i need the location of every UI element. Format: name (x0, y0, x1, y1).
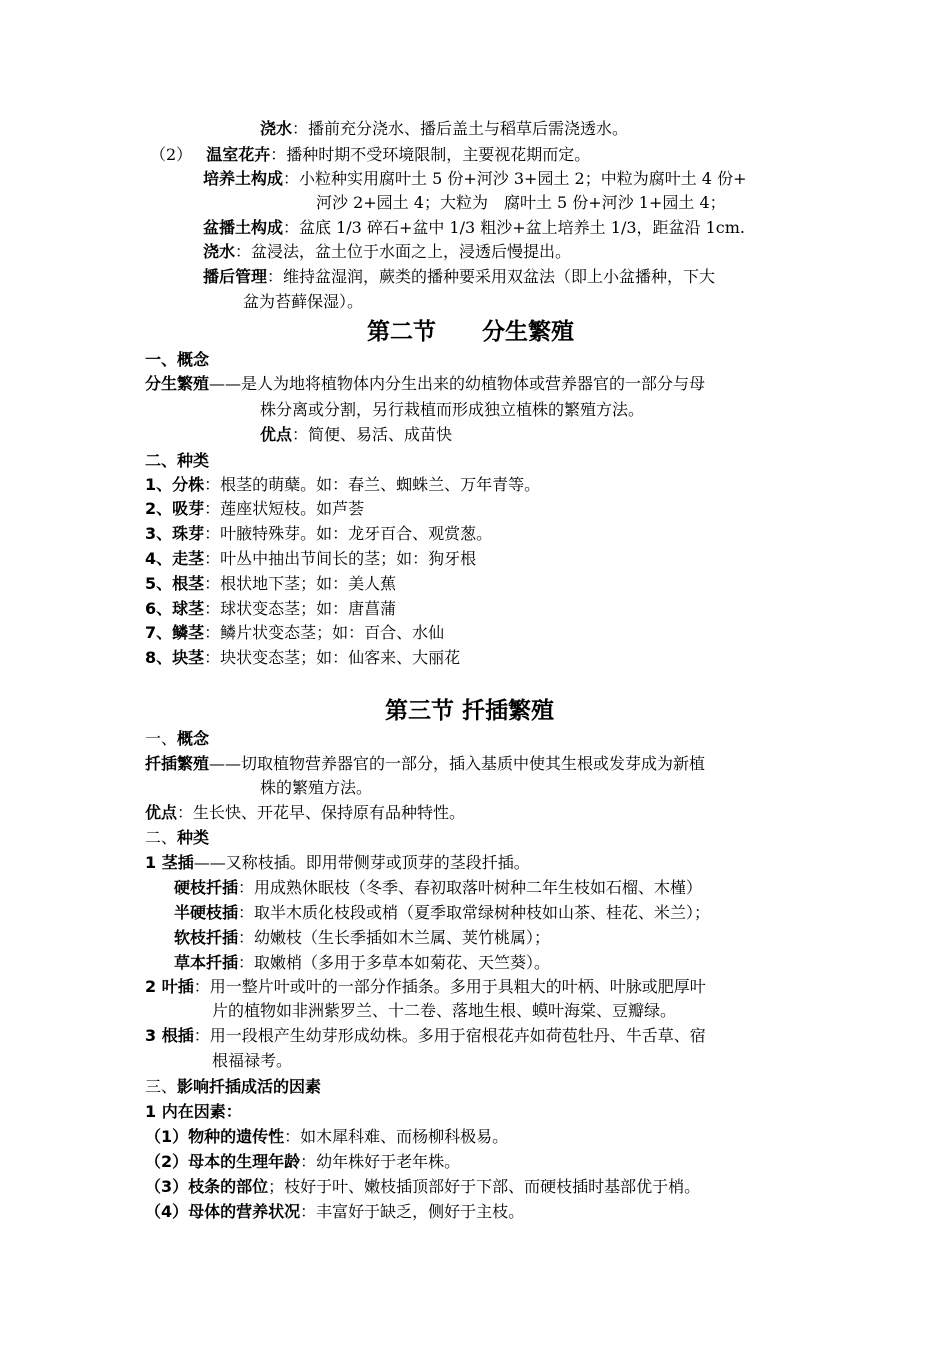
desc: ：用成熟休眠枝（冬季、春初取落叶树种二年生枝如石榴、木槿） (238, 878, 703, 897)
text-line (145, 499, 364, 519)
term: 2、吸芽 (145, 499, 205, 518)
text-line (145, 1152, 460, 1172)
term: 二、种类 (145, 451, 210, 470)
desc: ：如木犀科难、而杨柳科极易。 (284, 1127, 509, 1146)
term: 优点 (260, 425, 293, 444)
item-prefix: （2） (150, 145, 193, 164)
desc: ：取嫩梢（多用于多草本如菊花、天竺葵）。 (238, 953, 551, 972)
desc: ：简便、易活、成苗快 (292, 425, 453, 444)
desc: ：播前充分浇水、播后盖土与稻草后需浇透水。 (292, 119, 629, 138)
text-line (212, 1001, 676, 1021)
item-prefix: 三、 (145, 1077, 178, 1096)
desc: ——切取植物营养器官的一部分，插入基质中使其生根或发芽成为新植 (209, 754, 706, 773)
term: 分生繁殖 (145, 374, 210, 393)
term: 温室花卉 (206, 145, 271, 164)
term: 2 叶插 (145, 977, 194, 996)
text-line (212, 1051, 292, 1071)
text-line (145, 1026, 706, 1046)
section-heading: 第三节 扦插繁殖 (385, 698, 555, 724)
term: （4）母体的营养状况 (145, 1202, 301, 1221)
text-line (145, 475, 540, 495)
term: 6、球茎 (145, 599, 205, 618)
term: 一、概念 (145, 350, 210, 369)
desc: ：幼嫩枝（生长季插如木兰属、荚竹桃属）； (238, 928, 551, 947)
term: （3）枝条的部位 (145, 1177, 269, 1196)
text-line (203, 218, 745, 238)
term: 草本扦插 (174, 953, 239, 972)
text-line (145, 828, 209, 848)
term: 3、珠芽 (145, 524, 205, 543)
term: 优点 (145, 803, 178, 822)
term: 半硬枝插 (174, 903, 239, 922)
term: 4、走茎 (145, 549, 205, 568)
desc: ——是人为地将植物体内分生出来的幼植物体或营养器官的一部分与母 (209, 374, 706, 393)
desc: ：叶丛中抽出节间长的茎；如：狗牙根 (204, 549, 477, 568)
text-line (145, 1102, 242, 1122)
text-line (260, 400, 644, 420)
text-line (203, 242, 571, 262)
desc: 株分离或分割，另行栽植而形成独立植株的繁殖方法。 (260, 400, 645, 419)
desc: ：根状地下茎；如：美人蕉 (204, 574, 397, 593)
text-line (145, 350, 209, 370)
desc: ：球状变态茎；如：唐菖蒲 (204, 599, 397, 618)
desc: ：幼年株好于老年株。 (300, 1152, 461, 1171)
term: 浇水 (260, 119, 293, 138)
text-line (145, 549, 476, 569)
text-line (145, 524, 492, 544)
desc: ：莲座状短枝。如芦荟 (204, 499, 365, 518)
desc: ：盆底 1/3 碎石+盆中 1/3 粗沙+盆上培养土 1/3，距盆沿 1cm. (283, 218, 745, 237)
text-line (145, 853, 530, 873)
desc: ：小粒种实用腐叶土 5 份+河沙 3+园土 2；中粒为腐叶土 4 份+ (283, 169, 747, 188)
desc: ：用一段根产生幼芽形成幼株。多用于宿根花卉如荷苞牡丹、牛舌草、宿 (193, 1026, 706, 1045)
desc: ——又称枝插。即用带侧芽或顶芽的茎段扦插。 (193, 853, 530, 872)
desc: 根福禄考。 (212, 1051, 293, 1070)
text-line (145, 1202, 524, 1222)
desc: 盆为苔藓保湿）。 (243, 292, 364, 311)
text-line (145, 599, 396, 619)
text-line (174, 903, 710, 923)
section-heading: 第二节 分生繁殖 (367, 319, 574, 345)
desc: ：叶腋特殊芽。如：龙牙百合、观赏葱。 (204, 524, 493, 543)
term: 浇水 (203, 242, 236, 261)
text-line (203, 267, 715, 287)
desc: ：根茎的萌蘖。如：春兰、蜘蛛兰、万年青等。 (204, 475, 541, 494)
desc: ：生长快、开花早、保持原有品种特性。 (177, 803, 466, 822)
item-prefix: 二、 (145, 828, 178, 847)
term: 软枝扦插 (174, 928, 239, 947)
text-line (260, 425, 452, 445)
text-line (260, 778, 372, 798)
term: 7、鳞茎 (145, 623, 205, 642)
desc: ：取半木质化枝段或梢（夏季取常绿树种枝如山茶、桂花、米兰）； (238, 903, 711, 922)
desc: ：用一整片叶或叶的一部分作插条。多用于具粗大的叶柄、叶脉或肥厚叶 (193, 977, 706, 996)
text-line (145, 451, 209, 471)
desc: ；枝好于叶、嫩枝插顶部好于下部、而硬枝插时基部优于梢。 (268, 1177, 701, 1196)
text-line (145, 754, 705, 774)
term: （1）物种的遗传性 (145, 1127, 285, 1146)
term: 培养土构成 (203, 169, 284, 188)
term: 1 茎插 (145, 853, 194, 872)
text-line (145, 729, 209, 749)
term: 8、块茎 (145, 648, 205, 667)
desc: 河沙 2+园土 4；大粒为 腐叶土 5 份+河沙 1+园土 4； (316, 193, 726, 212)
term: 1 内在因素： (145, 1102, 242, 1121)
desc: ：播种时期不受环境限制，主要视花期而定。 (270, 145, 591, 164)
text-line (145, 977, 706, 997)
item-prefix: 一、 (145, 729, 178, 748)
text-line (145, 374, 705, 394)
term: 扦插繁殖 (145, 754, 210, 773)
text-line (145, 1177, 700, 1197)
term: 3 根插 (145, 1026, 194, 1045)
term: 硬枝扦插 (174, 878, 239, 897)
term: 1、分株 (145, 475, 205, 494)
text-line (145, 648, 460, 668)
text-line (174, 878, 702, 898)
term: 影响扦插成活的因素 (177, 1077, 322, 1096)
desc: ：鳞片状变态茎；如：百合、水仙 (204, 623, 445, 642)
text-line (243, 292, 363, 312)
text-line (316, 193, 726, 213)
text-line (145, 1077, 321, 1097)
term: （2）母本的生理年龄 (145, 1152, 301, 1171)
term: 概念 (177, 729, 210, 748)
text-line (260, 119, 628, 139)
text-line (145, 623, 444, 643)
term: 种类 (177, 828, 210, 847)
text-line (174, 928, 550, 948)
desc: ：维持盆湿润，蕨类的播种要采用双盆法（即上小盆播种，下大 (267, 267, 716, 286)
term: 播后管理 (203, 267, 268, 286)
term: 5、根茎 (145, 574, 205, 593)
desc: 株的繁殖方法。 (260, 778, 373, 797)
text-line (174, 953, 550, 973)
desc: ：丰富好于缺乏，侧好于主枝。 (300, 1202, 525, 1221)
desc: ：块状变态茎；如：仙客来、大丽花 (204, 648, 461, 667)
text-line (145, 1127, 508, 1147)
desc: ：盆浸法，盆土位于水面之上，浸透后慢提出。 (235, 242, 572, 261)
text-line (150, 145, 590, 165)
text-line (145, 574, 396, 594)
text-line (203, 169, 746, 189)
text-line (145, 803, 465, 823)
desc: 片的植物如非洲紫罗兰、十二卷、落地生根、蟆叶海棠、豆瓣绿。 (212, 1001, 677, 1020)
term: 盆播土构成 (203, 218, 284, 237)
